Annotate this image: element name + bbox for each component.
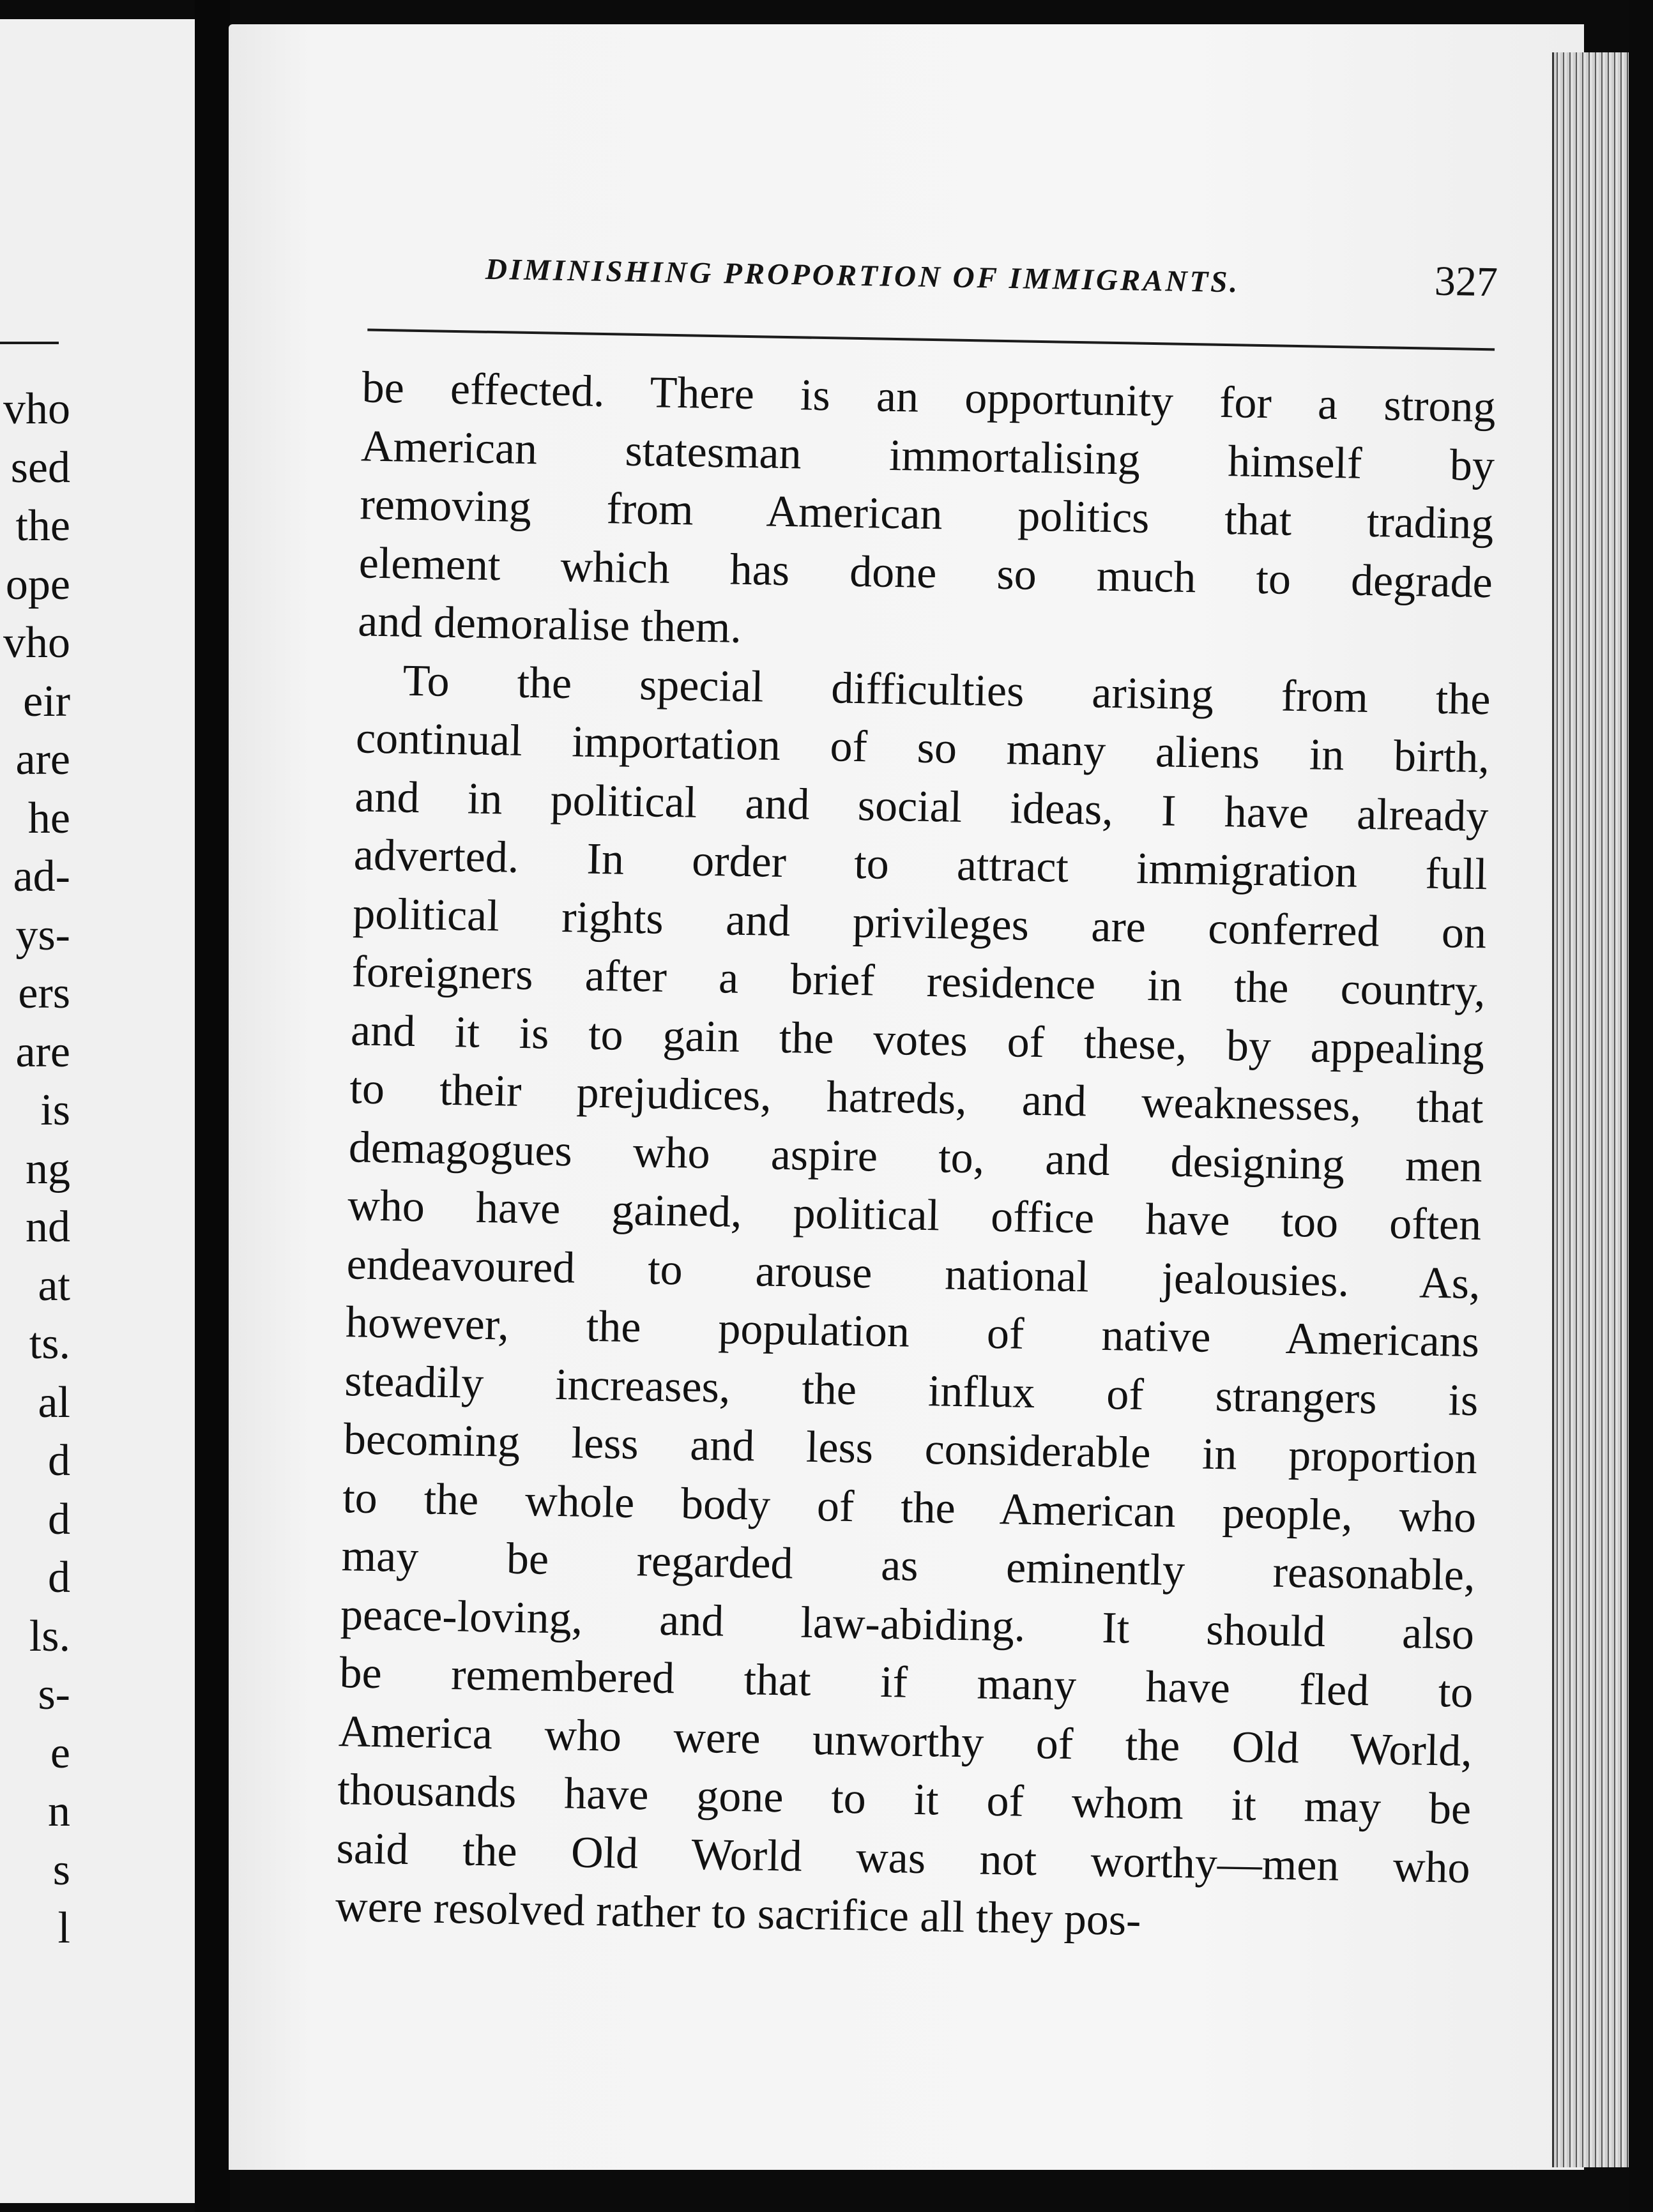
running-head xyxy=(363,231,1498,314)
text-fragment: ad- xyxy=(13,852,70,901)
text-line: continual importation of so many aliens in birth, xyxy=(355,713,1490,783)
text-fragment: ls. xyxy=(29,1611,70,1661)
text-line: and in political and social ideas, I have already xyxy=(354,771,1489,841)
text-line: American statesman immortalising himself by xyxy=(360,421,1495,490)
text-fragment: n xyxy=(48,1787,70,1836)
text-line: thousands have gone to it of whom it may be xyxy=(337,1765,1472,1835)
text-line: peace-loving, and law-abiding. It should also xyxy=(340,1589,1475,1659)
text-fragment: ys- xyxy=(15,910,70,960)
text-fragment: ng xyxy=(26,1144,70,1193)
facing-page-head-rule xyxy=(0,342,59,344)
text-fragment: al xyxy=(38,1377,70,1427)
text-line: endeavoured to arouse national jealousies. As, xyxy=(346,1239,1481,1308)
text-fragment: s- xyxy=(38,1670,70,1719)
text-line: steadily increases, the influx of strangers is xyxy=(344,1356,1479,1425)
text-fragment: are xyxy=(15,1027,70,1077)
text-fragment: sed xyxy=(10,443,70,492)
text-fragment: the xyxy=(15,501,70,550)
text-fragment: eir xyxy=(23,676,70,726)
page-content xyxy=(209,11,1602,2181)
text-line: be remembered that if many have fled to xyxy=(339,1648,1474,1718)
text-line: demagogues who aspire to, and designing men xyxy=(348,1122,1483,1192)
text-line: said the Old World was not worthy—men who xyxy=(336,1823,1471,1893)
text-fragment: ers xyxy=(18,969,70,1018)
text-fragment: d xyxy=(48,1436,70,1485)
head-rule xyxy=(367,329,1495,351)
text-fragment: d xyxy=(48,1553,70,1602)
facing-page-text xyxy=(0,380,70,1958)
text-fragment: vho xyxy=(3,384,70,434)
text-fragment: he xyxy=(27,793,70,843)
text-line: be effected. There is an opportunity for a strong xyxy=(362,363,1497,432)
text-fragment: at xyxy=(38,1261,70,1310)
text-fragment: s xyxy=(52,1845,70,1895)
text-fragment: e xyxy=(50,1728,70,1778)
text-line: removing from American politics that trading xyxy=(359,480,1494,549)
text-line: to the whole body of the American people, who xyxy=(342,1473,1477,1542)
text-line: however, the population of native Americans xyxy=(345,1298,1480,1367)
text-fragment: vho xyxy=(3,618,70,667)
text-line: and it is to gain the votes of these, by appealing xyxy=(350,1005,1485,1075)
text-fragment: l xyxy=(57,1904,70,1953)
text-line: element which has done so much to degrade xyxy=(358,538,1493,607)
text-line: To the special difficulties arising from the xyxy=(402,656,1491,724)
text-line: adverted. In order to attract immigration full xyxy=(353,830,1488,900)
text-line: foreigners after a brief residence in the country, xyxy=(351,947,1486,1017)
text-line: who have gained, political office have too often xyxy=(347,1181,1482,1250)
text-line: becoming less and less considerable in proportion xyxy=(343,1414,1478,1484)
page-edges xyxy=(1552,52,1631,2167)
text-fragment: is xyxy=(40,1086,70,1135)
text-line: to their prejudices, hatreds, and weaknesses, that xyxy=(349,1064,1484,1133)
text-fragment: d xyxy=(48,1494,70,1544)
text-line: America who were unworthy of the Old World, xyxy=(338,1706,1473,1776)
running-head-title: DIMINISHING PROPORTION OF IMMIGRANTS. xyxy=(485,252,1240,299)
text-line: and demoralise them. xyxy=(357,596,742,653)
scan-border xyxy=(1629,0,1653,2212)
text-line: may be regarded as eminently reasonable, xyxy=(341,1531,1476,1601)
main-page xyxy=(229,24,1584,2170)
text-fragment: are xyxy=(15,735,70,784)
facing-page xyxy=(0,19,195,2203)
text-line: were resolved rather to sacrifice all they pos- xyxy=(335,1882,1142,1946)
page-number: 327 xyxy=(1434,257,1498,306)
text-fragment: ope xyxy=(5,559,70,609)
text-fragment: ts. xyxy=(29,1319,70,1368)
text-line: political rights and privileges are conferred on xyxy=(352,888,1487,958)
text-fragment: nd xyxy=(26,1202,70,1252)
body-text xyxy=(335,358,1496,1955)
